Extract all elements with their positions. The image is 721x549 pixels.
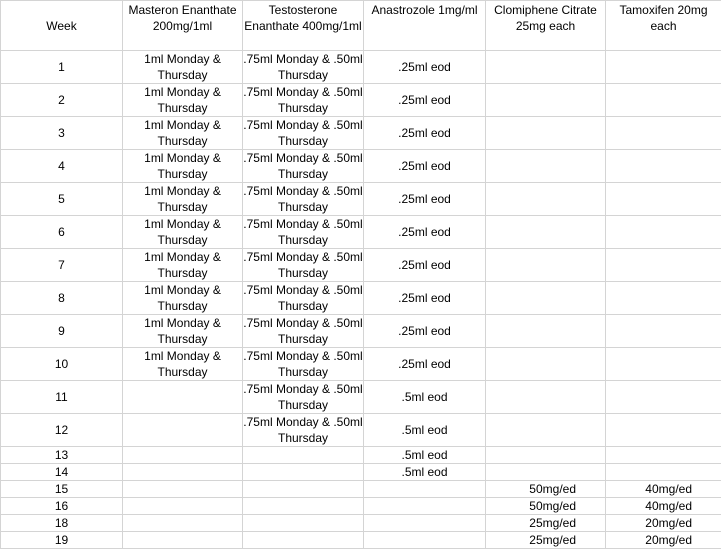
cell-testosterone[interactable] [243,447,364,464]
cell-week[interactable]: 5 [1,183,123,216]
cell-clomiphene[interactable] [486,464,606,481]
table-row [1,84,721,117]
cell-testosterone[interactable]: .75ml Monday & .50ml Thursday [243,249,364,282]
header-row [1,1,721,51]
cell-masteron[interactable] [123,498,243,515]
cell-masteron[interactable]: 1ml Monday & Thursday [123,348,243,381]
cell-clomiphene[interactable]: 50mg/ed [486,498,606,515]
cell-masteron[interactable]: 1ml Monday & Thursday [123,282,243,315]
table-row [1,498,721,515]
cell-clomiphene[interactable] [486,348,606,381]
cell-clomiphene[interactable]: 50mg/ed [486,481,606,498]
cell-tamoxifen[interactable] [606,414,721,447]
cell-anastrozole[interactable]: .25ml eod [364,117,486,150]
cell-testosterone[interactable]: .75ml Monday & .50ml Thursday [243,150,364,183]
cell-masteron[interactable]: 1ml Monday & Thursday [123,216,243,249]
cell-clomiphene[interactable] [486,51,606,84]
cell-anastrozole[interactable]: .25ml eod [364,282,486,315]
table-row [1,282,721,315]
header-masteron[interactable]: Masteron Enanthate 200mg/1ml [123,1,243,51]
cell-clomiphene[interactable] [486,282,606,315]
cell-tamoxifen[interactable] [606,348,721,381]
cell-testosterone[interactable]: .75ml Monday & .50ml Thursday [243,117,364,150]
cell-tamoxifen[interactable]: 20mg/ed [606,515,721,532]
table-row [1,117,721,150]
cell-tamoxifen[interactable]: 40mg/ed [606,498,721,515]
cell-week[interactable]: 11 [1,381,123,414]
cell-anastrozole[interactable]: .25ml eod [364,216,486,249]
cell-anastrozole[interactable]: .25ml eod [364,348,486,381]
cell-anastrozole[interactable]: .5ml eod [364,464,486,481]
cell-masteron[interactable] [123,414,243,447]
cell-testosterone[interactable] [243,464,364,481]
cell-week[interactable]: 19 [1,532,123,549]
cell-week[interactable]: 4 [1,150,123,183]
cell-anastrozole[interactable] [364,532,486,549]
table-row [1,315,721,348]
cell-tamoxifen[interactable] [606,117,721,150]
cell-clomiphene[interactable] [486,381,606,414]
cell-tamoxifen[interactable] [606,447,721,464]
cell-testosterone[interactable]: .75ml Monday & .50ml Thursday [243,282,364,315]
header-week[interactable]: Week [1,1,123,51]
cell-clomiphene[interactable] [486,414,606,447]
cell-testosterone[interactable]: .75ml Monday & .50ml Thursday [243,315,364,348]
cell-masteron[interactable] [123,481,243,498]
cell-tamoxifen[interactable] [606,216,721,249]
cell-week[interactable]: 12 [1,414,123,447]
cell-masteron[interactable] [123,464,243,481]
cell-clomiphene[interactable]: 25mg/ed [486,532,606,549]
cell-week[interactable]: 2 [1,84,123,117]
header-testosterone[interactable]: Testosterone Enanthate 400mg/1ml [243,1,364,51]
table-row [1,51,721,84]
cell-anastrozole[interactable]: .25ml eod [364,51,486,84]
cell-anastrozole[interactable]: .5ml eod [364,447,486,464]
cell-masteron[interactable] [123,447,243,464]
table-row [1,183,721,216]
cell-clomiphene[interactable] [486,117,606,150]
cell-tamoxifen[interactable] [606,150,721,183]
table-row [1,447,721,464]
cell-masteron[interactable] [123,532,243,549]
cell-tamoxifen[interactable]: 20mg/ed [606,532,721,549]
cell-week[interactable]: 10 [1,348,123,381]
table-row [1,216,721,249]
cell-masteron[interactable] [123,515,243,532]
cell-week[interactable]: 13 [1,447,123,464]
cell-anastrozole[interactable] [364,481,486,498]
cell-tamoxifen[interactable] [606,51,721,84]
cell-tamoxifen[interactable] [606,84,721,117]
cell-anastrozole[interactable]: .25ml eod [364,183,486,216]
header-clomiphene[interactable]: Clomiphene Citrate 25mg each [486,1,606,51]
cell-masteron[interactable]: 1ml Monday & Thursday [123,315,243,348]
cell-clomiphene[interactable] [486,447,606,464]
cell-tamoxifen[interactable] [606,315,721,348]
cell-week[interactable]: 7 [1,249,123,282]
cell-masteron[interactable]: 1ml Monday & Thursday [123,117,243,150]
header-anastrozole[interactable]: Anastrozole 1mg/ml [364,1,486,51]
cell-testosterone[interactable] [243,532,364,549]
cell-testosterone[interactable]: .75ml Monday & .50ml Thursday [243,216,364,249]
table-row [1,481,721,498]
cell-tamoxifen[interactable] [606,282,721,315]
cell-testosterone[interactable]: .75ml Monday & .50ml Thursday [243,414,364,447]
cell-testosterone[interactable]: .75ml Monday & .50ml Thursday [243,381,364,414]
cell-clomiphene[interactable] [486,84,606,117]
table-body [1,51,721,549]
cell-anastrozole[interactable]: .5ml eod [364,414,486,447]
cell-anastrozole[interactable]: .25ml eod [364,150,486,183]
cell-tamoxifen[interactable] [606,183,721,216]
cell-anastrozole[interactable]: .25ml eod [364,84,486,117]
cell-masteron[interactable]: 1ml Monday & Thursday [123,51,243,84]
cell-week[interactable]: 15 [1,481,123,498]
header-tamoxifen[interactable]: Tamoxifen 20mg each [606,1,721,51]
table-row [1,150,721,183]
cell-testosterone[interactable]: .75ml Monday & .50ml Thursday [243,51,364,84]
cell-anastrozole[interactable] [364,498,486,515]
cell-week[interactable]: 16 [1,498,123,515]
cell-testosterone[interactable]: .75ml Monday & .50ml Thursday [243,348,364,381]
cell-testosterone[interactable] [243,498,364,515]
cell-anastrozole[interactable]: .25ml eod [364,249,486,282]
table-row [1,414,721,447]
cell-masteron[interactable]: 1ml Monday & Thursday [123,150,243,183]
cell-masteron[interactable]: 1ml Monday & Thursday [123,183,243,216]
cell-masteron[interactable]: 1ml Monday & Thursday [123,84,243,117]
cell-testosterone[interactable] [243,481,364,498]
cell-anastrozole[interactable]: .5ml eod [364,381,486,414]
table-row [1,381,721,414]
cell-week[interactable]: 8 [1,282,123,315]
cell-testosterone[interactable]: .75ml Monday & .50ml Thursday [243,183,364,216]
cell-week[interactable]: 18 [1,515,123,532]
cell-week[interactable]: 6 [1,216,123,249]
cell-tamoxifen[interactable]: 40mg/ed [606,481,721,498]
cell-week[interactable]: 14 [1,464,123,481]
cell-clomiphene[interactable] [486,150,606,183]
cell-testosterone[interactable]: .75ml Monday & .50ml Thursday [243,84,364,117]
table-row [1,464,721,481]
cell-clomiphene[interactable]: 25mg/ed [486,515,606,532]
cell-anastrozole[interactable]: .25ml eod [364,315,486,348]
cell-testosterone[interactable] [243,515,364,532]
cell-week[interactable]: 9 [1,315,123,348]
cell-tamoxifen[interactable] [606,464,721,481]
cell-clomiphene[interactable] [486,249,606,282]
cell-tamoxifen[interactable] [606,249,721,282]
table-row [1,249,721,282]
table-row [1,532,721,549]
cell-clomiphene[interactable] [486,183,606,216]
cell-tamoxifen[interactable] [606,381,721,414]
cell-week[interactable]: 1 [1,51,123,84]
cell-clomiphene[interactable] [486,315,606,348]
cell-clomiphene[interactable] [486,216,606,249]
cell-anastrozole[interactable] [364,515,486,532]
table-row [1,515,721,532]
cell-week[interactable]: 3 [1,117,123,150]
cell-masteron[interactable]: 1ml Monday & Thursday [123,249,243,282]
cell-masteron[interactable] [123,381,243,414]
table-row [1,348,721,381]
